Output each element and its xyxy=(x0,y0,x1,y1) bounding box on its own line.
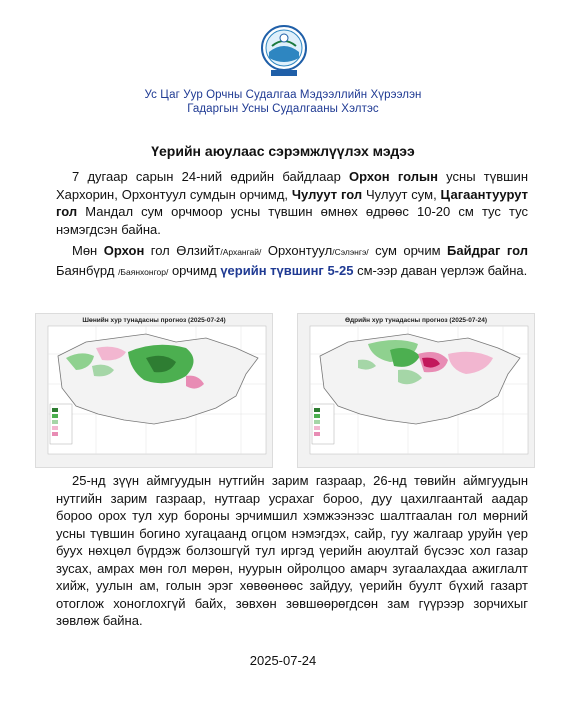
p2-text-3: Орхонтуул xyxy=(261,243,333,258)
p2-small-selenge: /Сэлэнгэ/ xyxy=(332,247,369,257)
org-name-line1: Ус Цаг Уур Орчны Судалгаа Мэдээллийн Хүрээлэн xyxy=(144,89,422,101)
p2-text-5: Баянбүрд xyxy=(56,262,119,278)
paragraph-1 xyxy=(56,168,528,238)
agency-emblem-icon xyxy=(259,22,309,78)
p2-bold-orkhon: Орхон xyxy=(103,243,145,258)
org-name-line2: Гадаргын Усны Судалгааны Хэлтэс xyxy=(187,103,379,115)
night-map-graphic xyxy=(36,314,272,467)
p1-bold-orkhon: Орхон голын xyxy=(349,169,438,184)
p1-bold-chuluut: Чулуут гол xyxy=(291,186,363,202)
p2-text-7: см-ээр даван үерлэж байна. xyxy=(353,262,528,278)
p2-bold-baidrag: Байдраг гол xyxy=(447,243,528,258)
p2-text-6: орчимд xyxy=(168,262,221,278)
p1-bold-tsagaanturuut: Цагаантуурут гол xyxy=(56,186,528,219)
p2-highlight-flood-level: үерийн түвшинг 5-25 xyxy=(220,262,354,278)
day-map-title: Өдрийн хур тунадасны прогноз (2025-07-24) xyxy=(344,317,488,324)
day-map-graphic xyxy=(298,314,534,467)
p2-small-arkhangai: /Архангай/ xyxy=(220,247,262,257)
night-precip-forecast-map xyxy=(35,313,273,468)
p2-text-4: сум орчим xyxy=(368,243,447,258)
document-date: 2025-07-24 xyxy=(249,653,317,668)
p2-small-bayankhongor: /Баянхонгор/ xyxy=(118,266,169,277)
p1-text-4: Мандал сум орчмоор усны түвшин өмнөх өдрөөс 10-20 см тус тус нэмэгдсэн байна. xyxy=(56,204,528,237)
p1-text-2: усны түвшин Хархорин, Орхонтуул сумдын орчимд, xyxy=(56,169,528,202)
p1-text-1: 7 дугаар сарын 24-ний өдрийн байдлаар xyxy=(72,169,350,184)
p1-text-3: Чулуут сум, xyxy=(362,186,441,202)
day-precip-forecast-map xyxy=(297,313,535,468)
p2-text-1: Мөн xyxy=(72,243,104,258)
night-map-title: Шөнийн хур тунадасны прогноз (2025-07-24) xyxy=(82,317,226,324)
paragraph-2 xyxy=(56,242,528,281)
p2-text-2: гол Өлзийт xyxy=(144,243,221,258)
agency-logo xyxy=(259,22,309,78)
paragraph-3: 25-нд зүүн аймгуудын нутгийн зарим газраар, 26-нд төвийн аймгуудын нутгийн зарим газраар, нутгаар усрахаг бороо, дуу цахилгаантай аадар бороо орох тул хур бороны эрчимшил хэмжээнээс шалтгаалан гол мөрний усны түвшин богино хугацаанд огцом нэмэгдэх, сайр, гуу жалгаар уруйн үер буух нөхцөл бүрдэж болзошгүй тул иргэд үерийн аюултай бүсээс хол газар зусах, амрах мөн гол мөрөн, нуурын ойролцоо амарч зугаалахдаа ажиглалт хийж, уулын ам, голын эрэг хөвөөнөөс зайдуу, үерийн буулт бүхий газарт отоглож хоноглохгүй байх, зөвхөн зөвшөөрөгдсөн зам гүүрээр зорчихыг зөвлөж байна. xyxy=(56,473,528,628)
page-title: Үерийн аюулаас сэрэмжлүүлэх мэдээ xyxy=(151,143,415,159)
